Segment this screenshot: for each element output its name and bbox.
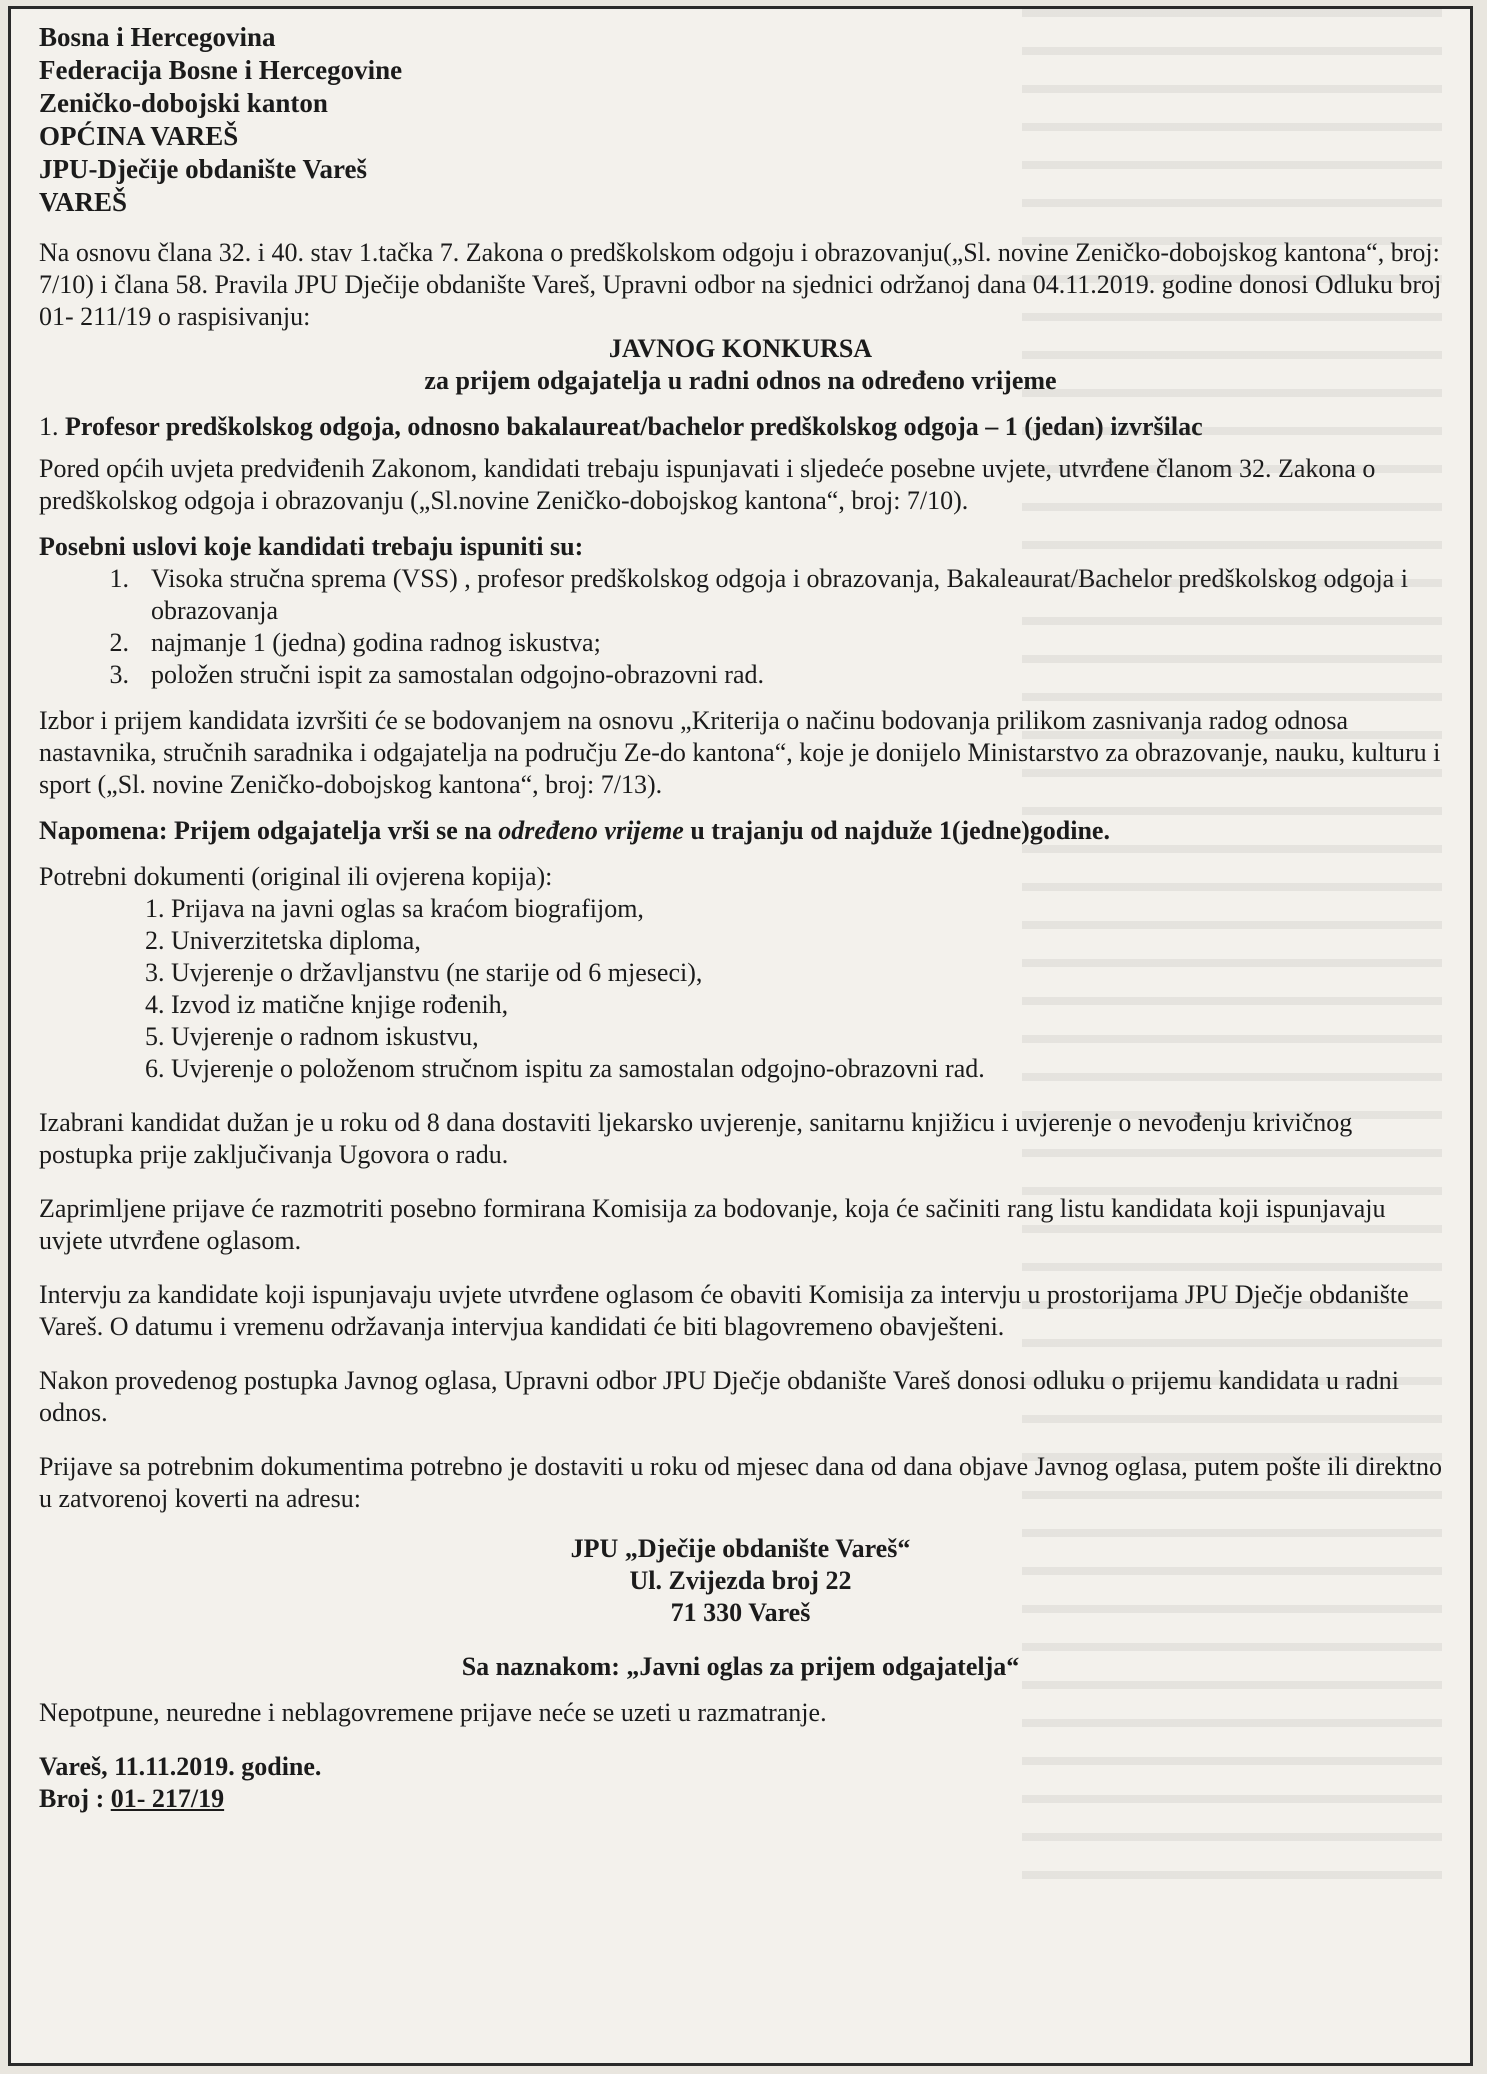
commission-paragraph: Zaprimljene prijave će razmotriti posebno formirana Komisija za bodovanje, koja će sačiniti rang listu kandidata koji ispunjavaju uvjete utvrđene oglasom. xyxy=(39,1194,1386,1255)
documents-heading: Potrebni dokumenti (original ili ovjerena kopija): xyxy=(39,862,553,891)
documents-list xyxy=(39,893,1442,1085)
designation-line: Sa naznakom: „Javni oglas za prijem odgajatelja“ xyxy=(461,1652,1020,1681)
note-text-start: Napomena: Prijem odgajatelja vrši se na xyxy=(39,816,499,845)
list-item xyxy=(39,659,1442,691)
special-conditions-heading: Posebni uslovi koje kandidati trebaju ispuniti su: xyxy=(39,532,584,561)
header-municipality: OPĆINA VAREŠ xyxy=(39,121,239,151)
note-text-italic: određeno vrijeme xyxy=(498,816,684,845)
selection-paragraph: Izbor i prijem kandidata izvršiti će se bodovanjem na osnovu „Kriterija o načinu bodovanja prilikom zasnivanja radog odnosa nastavnika, stručnih saradnika i odgajatelja na području Ze-do kantona“, koje je donijelo Ministarstvo za obrazovanje, nauku, kulturu i sport („Sl. novine Zeničko-dobojskog kantona“, broj: 7/13). xyxy=(39,706,1441,799)
list-item: 6. Uvjerenje o položenom stručnom ispitu za samostalan odgojno-obrazovni rad. xyxy=(145,1054,985,1083)
list-item-text: najmanje 1 (jedna) godina radnog iskustva; xyxy=(151,628,601,657)
reference-number-value: 01- 217/19 xyxy=(110,1784,225,1813)
address-institution: JPU „Dječije obdanište Vareš“ xyxy=(570,1534,911,1563)
list-item xyxy=(39,563,1442,627)
document-header xyxy=(39,21,1442,219)
header-city: VAREŠ xyxy=(39,187,128,217)
address-street: Ul. Zvijezda broj 22 xyxy=(629,1566,852,1595)
list-item-number: 3. xyxy=(109,660,129,689)
position-line xyxy=(39,411,1442,443)
list-item-text: Visoka stručna sprema (VSS) , profesor predškolskog odgoja i obrazovanja, Bakaleaurat/Bachelor predškolskog odgoja i obrazovanja xyxy=(151,564,1408,625)
header-canton: Zeničko-dobojski kanton xyxy=(39,88,328,118)
document-page xyxy=(8,6,1473,2066)
incomplete-applications-note: Nepotpune, neuredne i neblagovremene prijave neće se uzeti u razmatranje. xyxy=(39,1698,827,1727)
note-paragraph xyxy=(39,815,1442,847)
position-text: Profesor predškolskog odgoja, odnosno bakalaureat/bachelor predškolskog odgoja – 1 (jedan) izvršilac xyxy=(65,412,1203,441)
address-block xyxy=(39,1533,1442,1629)
decision-paragraph: Nakon provedenog postupka Javnog oglasa, Upravni odbor JPU Dječje obdanište Vareš donosi odluku o prijemu kandidata u radni odnos. xyxy=(39,1366,1399,1427)
list-item-number: 1. xyxy=(109,564,129,593)
general-conditions-paragraph: Pored općih uvjeta predviđenih Zakonom, kandidati trebaju ispunjavati i sljedeće posebne uvjete, utvrđene članom 32. Zakona o predškolskog odgoja i obrazovanju („Sl.novine Zeničko-dobojskog kantona“, broj: 7/10). xyxy=(39,454,1376,515)
special-conditions-list xyxy=(39,563,1442,691)
list-item: 2. Univerzitetska diploma, xyxy=(145,926,421,955)
header-federation: Federacija Bosne i Hercegovine xyxy=(39,55,403,85)
list-item: 3. Uvjerenje o državljanstvu (ne starije od 6 mjeseci), xyxy=(145,958,703,987)
list-item: 5. Uvjerenje o radnom iskustvu, xyxy=(145,1022,479,1051)
header-country: Bosna i Hercegovina xyxy=(39,22,276,52)
list-item-text: položen stručni ispit za samostalan odgojno-obrazovni rad. xyxy=(151,660,765,689)
list-item: 4. Izvod iz matične knjige rođenih, xyxy=(145,990,509,1019)
header-institution: JPU-Dječije obdanište Vareš xyxy=(39,154,367,184)
medical-certificate-paragraph: Izabrani kandidat dužan je u roku od 8 dana dostaviti ljekarsko uvjerenje, sanitarnu knjižicu i uvjerenje o nevođenju krivičnog postupka prije zaključivanja Ugovora o radu. xyxy=(39,1108,1353,1169)
submission-paragraph: Prijave sa potrebnim dokumentima potrebno je dostaviti u roku od mjesec dana od dana objave Javnog oglasa, putem pošte ili direktno u zatvorenoj koverti na adresu: xyxy=(39,1452,1442,1513)
document-title: JAVNOG KONKURSA xyxy=(608,334,873,363)
list-item: 1. Prijava na javni oglas sa kraćom biografijom, xyxy=(145,894,644,923)
reference-number xyxy=(39,1783,1442,1815)
position-number: 1. xyxy=(39,412,59,441)
interview-paragraph: Intervju za kandidate koji ispunjavaju uvjete utvrđene oglasom će obaviti Komisija za intervju u prostorijama JPU Dječje obdanište Vareš. O datumu i vremenu održavanja intervjua kandidati će biti blagovremeno obavješteni. xyxy=(39,1280,1409,1341)
list-item xyxy=(39,627,1442,659)
place-date: Vareš, 11.11.2019. godine. xyxy=(39,1752,322,1781)
document-subtitle: za prijem odgajatelja u radni odnos na određeno vrijeme xyxy=(424,366,1057,395)
intro-paragraph: Na osnovu člana 32. i 40. stav 1.tačka 7. Zakona o predškolskom odgoju i obrazovanju(„Sl. novine Zeničko-dobojskog kantona“, broj: 7/10) i člana 58. Pravila JPU Dječije obdanište Vareš, Upravni odbor na sjednici održanoj dana 04.11.2019. godine donosi Odluku broj 01- 211/19 o raspisivanju: xyxy=(39,238,1442,331)
reference-number-label: Broj : xyxy=(39,1784,111,1813)
note-text-end: u trajanju od najduže 1(jedne)godine. xyxy=(683,816,1110,845)
list-item-number: 2. xyxy=(109,628,129,657)
address-city: 71 330 Vareš xyxy=(670,1598,811,1627)
